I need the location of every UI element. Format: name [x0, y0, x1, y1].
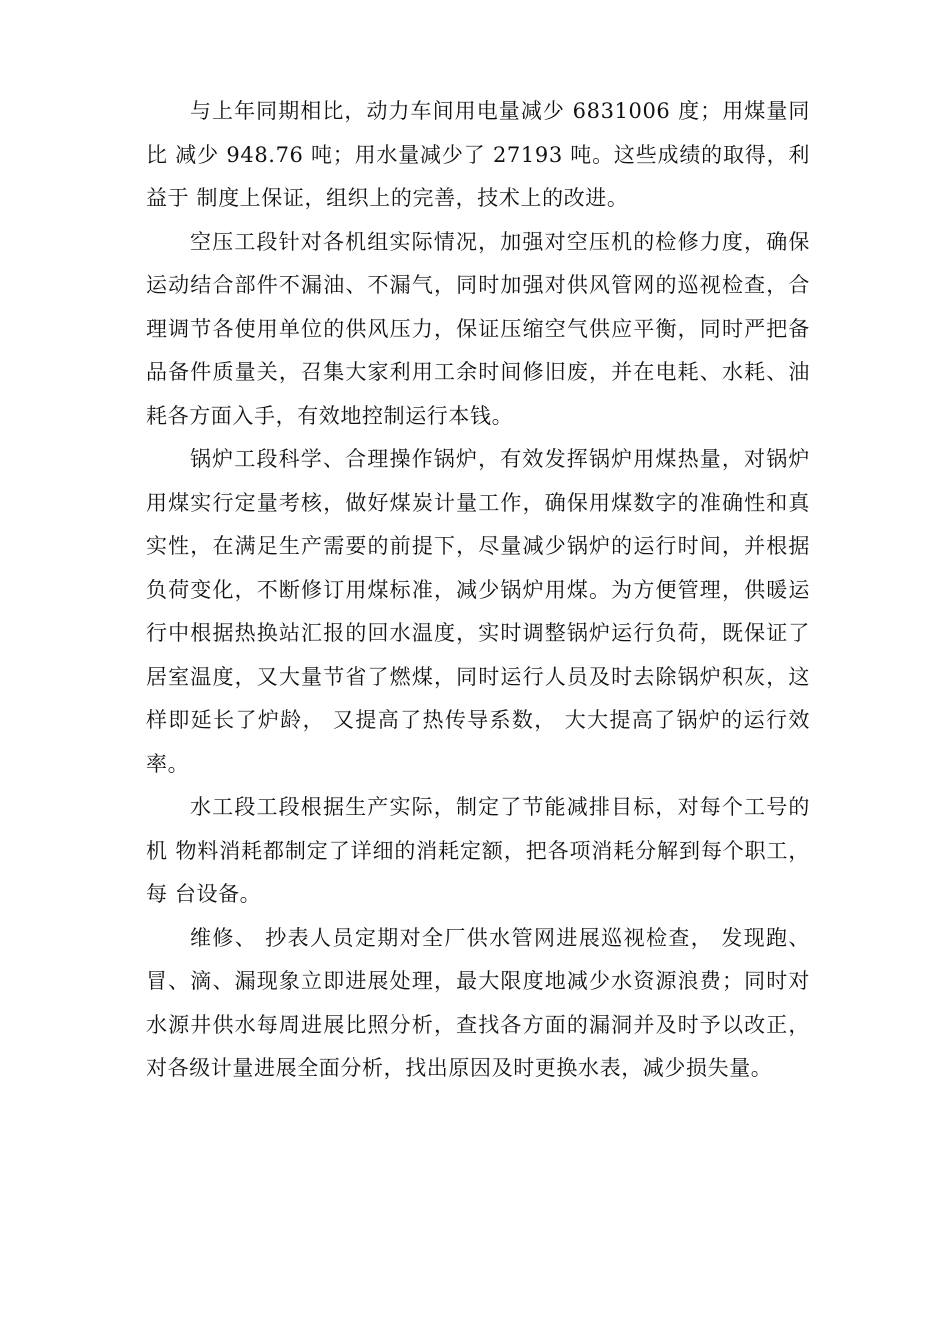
- paragraph-maintenance-meter: 维修、 抄表人员定期对全厂供水管网进展巡视检查， 发现跑、 冒、滴、漏现象立即进展处理，最大限度地减少水资源浪费；同时对 水源井供水每周进展比照分析，查找各方面的漏洞并及时予以改正， 对各级计量进展全面分析，找出原因及时更换水表，减少损失量。: [146, 925, 810, 1080]
- paragraph-water-section: 水工段工段根据生产实际，制定了节能减排目标，对每个工号的机 物料消耗都制定了详细的消耗定额，把各项消耗分解到每个职工，每 台设备。: [146, 795, 810, 906]
- document-body: [146, 90, 810, 1091]
- paragraph-air-compressor-section: 空压工段针对各机组实际情况，加强对空压机的检修力度，确保 运动结合部件不漏油、不漏气，同时加强对供风管网的巡视检查，合 理调节各使用单位的供风压力，保证压缩空气供应平衡，同时严把备 品备件质量关，召集大家利用工余时间修旧废，并在电耗、水耗、油 耗各方面入手，有效地控制运行本钱。: [146, 229, 810, 428]
- paragraph-energy-summary: 与上年同期相比，动力车间用电量减少 6831006 度；用煤量同比 减少 948.76 吨；用水量减少了 27193 吨。这些成绩的取得，利益于 制度上保证，组织上的完善，技术上的改进。: [146, 99, 810, 210]
- paragraph-boiler-section: 锅炉工段科学、合理操作锅炉，有效发挥锅炉用煤热量，对锅炉 用煤实行定量考核，做好煤炭计量工作，确保用煤数字的准确性和真 实性，在满足生产需要的前提下，尽量减少锅炉的运行时间，并根据 负荷变化，不断修订用煤标准，减少锅炉用煤。为方便管理，供暖运 行中根据热换站汇报的回水温度，实时调整锅炉运行负荷，既保证了 居室温度，又大量节省了燃煤，同时运行人员及时去除锅炉积灰，这 样即延长了炉龄， 又提高了热传导系数， 大大提高了锅炉的运行效率。: [146, 447, 810, 776]
